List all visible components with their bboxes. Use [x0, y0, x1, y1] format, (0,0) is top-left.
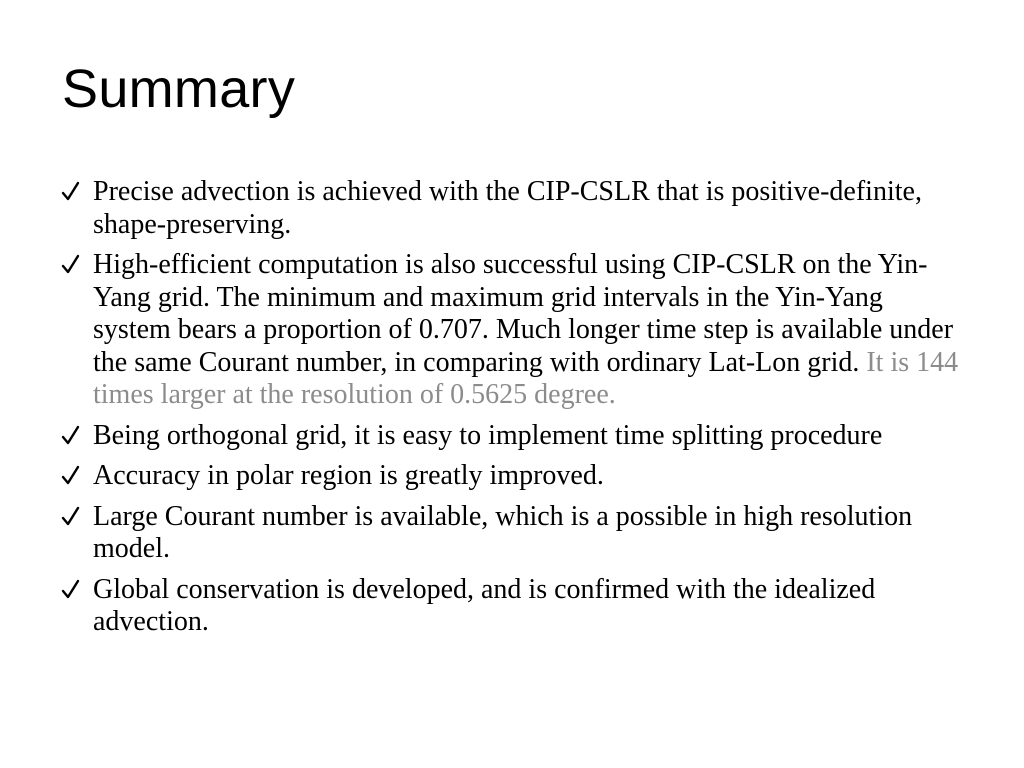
- bullet-muted-text: It is 144 times larger at the resolution of 0.5625 degree.: [93, 346, 959, 410]
- bullet-text: Accuracy in polar region is greatly improved.: [93, 460, 604, 491]
- check-icon: [60, 420, 82, 452]
- check-icon: [60, 501, 82, 533]
- slide-title: Summary: [62, 59, 296, 119]
- bullet-item: [60, 460, 960, 493]
- bullet-text: Large Courant number is available, which is a possible in high resolution model.: [93, 500, 913, 564]
- check-icon: [60, 574, 82, 606]
- bullet-text: High-efficient computation is also successful using CIP-CSLR on the Yin-Yang grid. The minimum and maximum grid intervals in the Yin-Yang system bears a proportion of 0.707. Much longer time step is available under the same Courant number, in comparing with ordinary Lat-Lon grid.: [93, 249, 954, 378]
- bullet-item: [60, 249, 960, 412]
- bullet-text: Global conservation is developed, and is confirmed with the idealized advection.: [93, 573, 876, 637]
- bullet-item: [60, 501, 960, 566]
- bullet-list: [60, 176, 960, 647]
- bullet-text: Precise advection is achieved with the CIP-CSLR that is positive-definite, shape-preserving.: [93, 176, 922, 240]
- bullet-text: Being orthogonal grid, it is easy to implement time splitting procedure: [93, 419, 883, 451]
- bullet-item: [60, 176, 960, 241]
- check-icon: [60, 460, 82, 492]
- bullet-item: [60, 574, 960, 639]
- check-icon: [60, 249, 82, 281]
- bullet-item: [60, 420, 960, 453]
- check-icon: [60, 176, 82, 208]
